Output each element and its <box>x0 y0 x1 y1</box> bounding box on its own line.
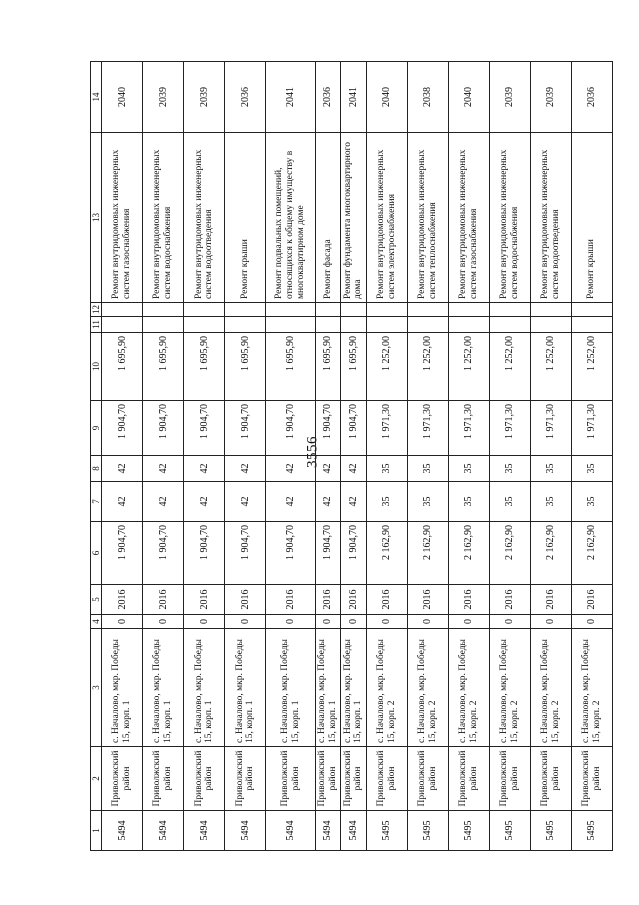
area-cell: 1 904,70 <box>143 401 184 456</box>
district-cell: Приволжский район <box>266 747 315 811</box>
year-cell: 2016 <box>184 585 225 615</box>
address-cell: с. Началово, мкр. Победы 15, корп. 1 <box>341 629 366 747</box>
work-type-cell: Ремонт внутридомовых инженерных систем водоснабжения <box>143 133 184 303</box>
empty-cell <box>102 317 143 333</box>
col4-cell: 0 <box>489 615 530 629</box>
empty-cell <box>489 317 530 333</box>
work-type-cell: Ремонт внутридомовых инженерных систем газоснабжения <box>448 133 489 303</box>
count-cell: 35 <box>448 456 489 482</box>
area-cell: 1 971,30 <box>366 401 407 456</box>
work-type-cell: Ремонт внутридомовых инженерных систем электроснабжения <box>366 133 407 303</box>
count-cell: 42 <box>315 456 340 482</box>
year-cell: 2016 <box>315 585 340 615</box>
empty-cell <box>366 303 407 317</box>
district-cell: Приволжский район <box>102 747 143 811</box>
count-cell: 35 <box>489 456 530 482</box>
area-cell: 1 252,00 <box>489 333 530 401</box>
address-cell: с. Началово, мкр. Победы 15, корп. 1 <box>315 629 340 747</box>
count-cell: 35 <box>571 482 612 522</box>
empty-cell <box>489 303 530 317</box>
table-row <box>341 62 366 851</box>
empty-cell <box>102 303 143 317</box>
empty-cell <box>184 303 225 317</box>
area-cell: 1 695,90 <box>341 333 366 401</box>
district-cell: Приволжский район <box>341 747 366 811</box>
year-cell: 2016 <box>571 585 612 615</box>
area-cell: 1 904,70 <box>184 522 225 585</box>
address-cell: с. Началово, мкр. Победы 15, корп. 1 <box>266 629 315 747</box>
col4-cell: 0 <box>571 615 612 629</box>
count-cell: 42 <box>266 456 315 482</box>
area-cell: 1 695,90 <box>143 333 184 401</box>
header-cell: 13 <box>91 133 102 303</box>
area-cell: 1 904,70 <box>102 401 143 456</box>
table-row <box>184 62 225 851</box>
header-cell: 12 <box>91 303 102 317</box>
header-cell: 8 <box>91 456 102 482</box>
house-id-cell: 5494 <box>143 811 184 851</box>
area-cell: 1 971,30 <box>530 401 571 456</box>
empty-cell <box>448 303 489 317</box>
count-cell: 42 <box>184 482 225 522</box>
address-cell: с. Началово, мкр. Победы 15, корп. 2 <box>366 629 407 747</box>
district-cell: Приволжский район <box>315 747 340 811</box>
count-cell: 42 <box>102 482 143 522</box>
area-cell: 1 971,30 <box>448 401 489 456</box>
plan-year-cell: 2041 <box>266 62 315 133</box>
area-cell: 1 904,70 <box>315 522 340 585</box>
count-cell: 42 <box>143 456 184 482</box>
col4-cell: 0 <box>407 615 448 629</box>
year-cell: 2016 <box>448 585 489 615</box>
district-cell: Приволжский район <box>366 747 407 811</box>
empty-cell <box>315 303 340 317</box>
plan-year-cell: 2040 <box>366 62 407 133</box>
count-cell: 35 <box>366 456 407 482</box>
plan-year-cell: 2039 <box>489 62 530 133</box>
header-cell: 2 <box>91 747 102 811</box>
empty-cell <box>184 317 225 333</box>
count-cell: 42 <box>184 456 225 482</box>
address-cell: с. Началово, мкр. Победы 15, корп. 2 <box>489 629 530 747</box>
count-cell: 35 <box>571 456 612 482</box>
count-cell: 35 <box>407 482 448 522</box>
empty-cell <box>571 303 612 317</box>
area-cell: 1 904,70 <box>143 522 184 585</box>
house-id-cell: 5494 <box>315 811 340 851</box>
year-cell: 2016 <box>102 585 143 615</box>
plan-year-cell: 2040 <box>102 62 143 133</box>
col4-cell: 0 <box>225 615 266 629</box>
header-cell: 4 <box>91 615 102 629</box>
year-cell: 2016 <box>341 585 366 615</box>
area-cell: 2 162,90 <box>366 522 407 585</box>
plan-year-cell: 2039 <box>184 62 225 133</box>
count-cell: 42 <box>225 482 266 522</box>
empty-cell <box>448 317 489 333</box>
address-cell: с. Началово, мкр. Победы 15, корп. 1 <box>143 629 184 747</box>
table-row <box>143 62 184 851</box>
count-cell: 42 <box>143 482 184 522</box>
district-cell: Приволжский район <box>225 747 266 811</box>
year-cell: 2016 <box>143 585 184 615</box>
header-cell: 5 <box>91 585 102 615</box>
empty-cell <box>571 317 612 333</box>
empty-cell <box>407 317 448 333</box>
empty-cell <box>225 303 266 317</box>
header-cell: 9 <box>91 401 102 456</box>
empty-cell <box>530 317 571 333</box>
house-id-cell: 5494 <box>102 811 143 851</box>
header-cell: 14 <box>91 62 102 133</box>
empty-cell <box>341 303 366 317</box>
area-cell: 1 971,30 <box>407 401 448 456</box>
area-cell: 2 162,90 <box>407 522 448 585</box>
col4-cell: 0 <box>315 615 340 629</box>
district-cell: Приволжский район <box>184 747 225 811</box>
area-cell: 2 162,90 <box>448 522 489 585</box>
house-id-cell: 5494 <box>341 811 366 851</box>
address-cell: с. Началово, мкр. Победы 15, корп. 2 <box>407 629 448 747</box>
plan-year-cell: 2041 <box>341 62 366 133</box>
district-cell: Приволжский район <box>448 747 489 811</box>
empty-cell <box>407 303 448 317</box>
plan-year-cell: 2039 <box>530 62 571 133</box>
address-cell: с. Началово, мкр. Победы 15, корп. 2 <box>571 629 612 747</box>
work-type-cell: Ремонт крыши <box>225 133 266 303</box>
plan-year-cell: 2039 <box>143 62 184 133</box>
house-id-cell: 5495 <box>407 811 448 851</box>
area-cell: 2 162,90 <box>489 522 530 585</box>
year-cell: 2016 <box>407 585 448 615</box>
year-cell: 2016 <box>225 585 266 615</box>
year-cell: 2016 <box>266 585 315 615</box>
area-cell: 1 695,90 <box>184 333 225 401</box>
area-cell: 1 904,70 <box>315 401 340 456</box>
plan-year-cell: 2040 <box>448 62 489 133</box>
area-cell: 1 971,30 <box>489 401 530 456</box>
district-cell: Приволжский район <box>407 747 448 811</box>
house-id-cell: 5495 <box>366 811 407 851</box>
table-row <box>407 62 448 851</box>
area-cell: 1 695,90 <box>266 333 315 401</box>
work-type-cell: Ремонт внутридомовых инженерных систем газоснабжения <box>102 133 143 303</box>
table-row <box>489 62 530 851</box>
area-cell: 1 971,30 <box>571 401 612 456</box>
house-id-cell: 5495 <box>489 811 530 851</box>
work-type-cell: Ремонт внутридомовых инженерных систем теплоснабжения <box>407 133 448 303</box>
house-id-cell: 5495 <box>571 811 612 851</box>
plan-year-cell: 2036 <box>225 62 266 133</box>
area-cell: 2 162,90 <box>530 522 571 585</box>
address-cell: с. Началово, мкр. Победы 15, корп. 2 <box>448 629 489 747</box>
table-row <box>448 62 489 851</box>
empty-cell <box>143 303 184 317</box>
address-cell: с. Началово, мкр. Победы 15, корп. 1 <box>184 629 225 747</box>
area-cell: 1 904,70 <box>341 522 366 585</box>
count-cell: 42 <box>341 482 366 522</box>
count-cell: 42 <box>315 482 340 522</box>
repair-schedule-table <box>90 61 613 851</box>
area-cell: 1 252,00 <box>448 333 489 401</box>
table-row <box>102 62 143 851</box>
count-cell: 42 <box>225 456 266 482</box>
rotated-table-container <box>90 62 613 851</box>
house-id-cell: 5494 <box>266 811 315 851</box>
house-id-cell: 5495 <box>448 811 489 851</box>
area-cell: 1 904,70 <box>341 401 366 456</box>
area-cell: 1 904,70 <box>225 401 266 456</box>
area-cell: 1 252,00 <box>571 333 612 401</box>
count-cell: 35 <box>448 482 489 522</box>
col4-cell: 0 <box>530 615 571 629</box>
col4-cell: 0 <box>184 615 225 629</box>
district-cell: Приволжский район <box>143 747 184 811</box>
empty-cell <box>315 317 340 333</box>
area-cell: 1 252,00 <box>366 333 407 401</box>
empty-cell <box>341 317 366 333</box>
count-cell: 35 <box>366 482 407 522</box>
table-row <box>225 62 266 851</box>
col4-cell: 0 <box>366 615 407 629</box>
plan-year-cell: 2036 <box>571 62 612 133</box>
work-type-cell: Ремонт внутридомовых инженерных систем водоснабжения <box>489 133 530 303</box>
work-type-cell: Ремонт фасада <box>315 133 340 303</box>
col4-cell: 0 <box>102 615 143 629</box>
house-id-cell: 5494 <box>225 811 266 851</box>
work-type-cell: Ремонт подвальных помещений, относящихся к общему имуществу в многоквартирном доме <box>266 133 315 303</box>
area-cell: 1 904,70 <box>266 522 315 585</box>
work-type-cell: Ремонт внутридомовых инженерных систем водоотведения <box>530 133 571 303</box>
col4-cell: 0 <box>341 615 366 629</box>
count-cell: 42 <box>266 482 315 522</box>
area-cell: 1 904,70 <box>184 401 225 456</box>
count-cell: 35 <box>407 456 448 482</box>
work-type-cell: Ремонт внутридомовых инженерных систем водоотведения <box>184 133 225 303</box>
address-cell: с. Началово, мкр. Победы 15, корп. 2 <box>530 629 571 747</box>
area-cell: 1 695,90 <box>315 333 340 401</box>
area-cell: 1 904,70 <box>225 522 266 585</box>
header-cell: 11 <box>91 317 102 333</box>
col4-cell: 0 <box>143 615 184 629</box>
year-cell: 2016 <box>530 585 571 615</box>
district-cell: Приволжский район <box>571 747 612 811</box>
house-id-cell: 5495 <box>530 811 571 851</box>
area-cell: 1 904,70 <box>102 522 143 585</box>
district-cell: Приволжский район <box>530 747 571 811</box>
header-cell: 3 <box>91 629 102 747</box>
table-row <box>571 62 612 851</box>
area-cell: 1 252,00 <box>407 333 448 401</box>
table-row <box>530 62 571 851</box>
header-cell: 1 <box>91 811 102 851</box>
table-row <box>366 62 407 851</box>
district-cell: Приволжский район <box>489 747 530 811</box>
page-number: 3556 <box>304 436 321 468</box>
area-cell: 1 252,00 <box>530 333 571 401</box>
year-cell: 2016 <box>489 585 530 615</box>
house-id-cell: 5494 <box>184 811 225 851</box>
col4-cell: 0 <box>448 615 489 629</box>
table-row <box>315 62 340 851</box>
count-cell: 35 <box>530 482 571 522</box>
plan-year-cell: 2036 <box>315 62 340 133</box>
area-cell: 2 162,90 <box>571 522 612 585</box>
area-cell: 1 695,90 <box>102 333 143 401</box>
address-cell: с. Началово, мкр. Победы 15, корп. 1 <box>225 629 266 747</box>
area-cell: 1 904,70 <box>266 401 315 456</box>
count-cell: 42 <box>102 456 143 482</box>
col4-cell: 0 <box>266 615 315 629</box>
work-type-cell: Ремонт фундамента многоквартирного дома <box>341 133 366 303</box>
empty-cell <box>266 317 315 333</box>
empty-cell <box>366 317 407 333</box>
empty-cell <box>530 303 571 317</box>
header-row <box>91 62 102 851</box>
empty-cell <box>266 303 315 317</box>
count-cell: 35 <box>530 456 571 482</box>
header-cell: 10 <box>91 333 102 401</box>
address-cell: с. Началово, мкр. Победы 15, корп. 1 <box>102 629 143 747</box>
count-cell: 35 <box>489 482 530 522</box>
plan-year-cell: 2038 <box>407 62 448 133</box>
table-frame <box>90 62 613 851</box>
area-cell: 1 695,90 <box>225 333 266 401</box>
header-cell: 6 <box>91 522 102 585</box>
empty-cell <box>143 317 184 333</box>
empty-cell <box>225 317 266 333</box>
count-cell: 42 <box>341 456 366 482</box>
work-type-cell: Ремонт крыши <box>571 133 612 303</box>
year-cell: 2016 <box>366 585 407 615</box>
table-row <box>266 62 315 851</box>
header-cell: 7 <box>91 482 102 522</box>
